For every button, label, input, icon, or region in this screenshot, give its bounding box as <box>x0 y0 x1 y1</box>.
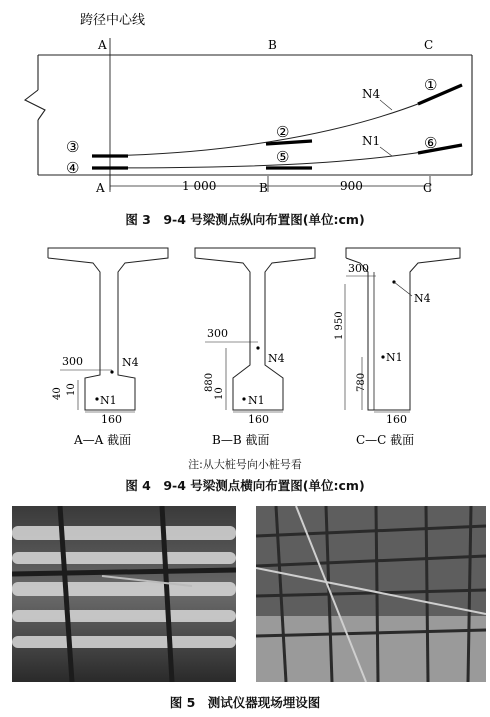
tendon-label-n1: N1 <box>362 134 381 148</box>
tendon-n4-curve <box>92 85 462 156</box>
point-label-6: ⑥ <box>424 134 438 152</box>
figure-4-caption: 图 4 9-4 号梁测点横向布置图(单位:cm) <box>125 478 365 493</box>
sec-a-160: 160 <box>101 413 122 426</box>
figure-4-diagram <box>0 232 490 452</box>
sec-b-n4-point <box>256 346 259 349</box>
point-label-4: ④ <box>66 159 80 177</box>
section-label-c-bottom: C <box>423 181 433 195</box>
sec-c-n4: N4 <box>414 292 431 305</box>
span-center-label: 跨径中心线 <box>80 13 146 28</box>
sec-a-10: 10 <box>66 383 77 396</box>
sec-c-title: C—C 截面 <box>356 433 415 447</box>
sec-b-title: B—B 截面 <box>212 433 270 447</box>
tendon-label-n4: N4 <box>362 87 381 101</box>
sec-a-title: A—A 截面 <box>74 433 132 447</box>
figure-5-caption: 图 5 测试仪器现场埋设图 <box>169 695 321 710</box>
figure-3-diagram <box>0 0 490 200</box>
point-label-2: ② <box>276 123 290 141</box>
sec-a-n1-point <box>95 397 98 400</box>
sec-b-160: 160 <box>248 413 269 426</box>
sec-c-n4-leader <box>394 282 412 296</box>
sec-b-n1-point <box>242 397 245 400</box>
dimension-ab: 1 000 <box>182 179 217 193</box>
n1-leader <box>380 147 392 156</box>
sec-b-10: 10 <box>214 387 225 400</box>
point-label-3: ③ <box>66 138 80 156</box>
sec-c-1950: 1 950 <box>334 311 345 340</box>
sec-c-n1: N1 <box>386 351 403 364</box>
sec-a-n4: N4 <box>122 356 139 369</box>
sec-a-300: 300 <box>62 355 83 368</box>
sec-c-780: 780 <box>356 372 367 392</box>
sec-b-n1: N1 <box>248 394 265 407</box>
point-label-1: ① <box>424 76 438 94</box>
sec-b-n4: N4 <box>268 352 285 365</box>
sec-b-880: 880 <box>204 372 215 392</box>
section-label-a-top: A <box>98 38 107 52</box>
section-label-b-top: B <box>268 38 277 52</box>
site-photo-left <box>12 506 236 682</box>
dimension-bc: 900 <box>340 179 363 193</box>
dimension-line <box>110 175 430 192</box>
sec-a-n4-point <box>110 370 113 373</box>
sec-b-300: 300 <box>207 327 228 340</box>
n4-leader <box>380 100 392 110</box>
figure-4-note: 注:从大桩号向小桩号看 <box>188 458 302 471</box>
site-photo-right <box>256 506 486 682</box>
sec-a-40: 40 <box>52 387 63 400</box>
sec-c-n1-point <box>381 355 384 358</box>
figure-3-caption: 图 3 9-4 号梁测点纵向布置图(单位:cm) <box>125 212 365 227</box>
sec-c-160: 160 <box>386 413 407 426</box>
sec-c-300: 300 <box>348 262 369 275</box>
section-label-c-top: C <box>424 38 434 52</box>
section-label-a-bottom: A <box>96 181 105 195</box>
sec-a-n1: N1 <box>100 394 117 407</box>
section-label-b-bottom: B <box>259 181 268 195</box>
point-label-5: ⑤ <box>276 148 290 166</box>
